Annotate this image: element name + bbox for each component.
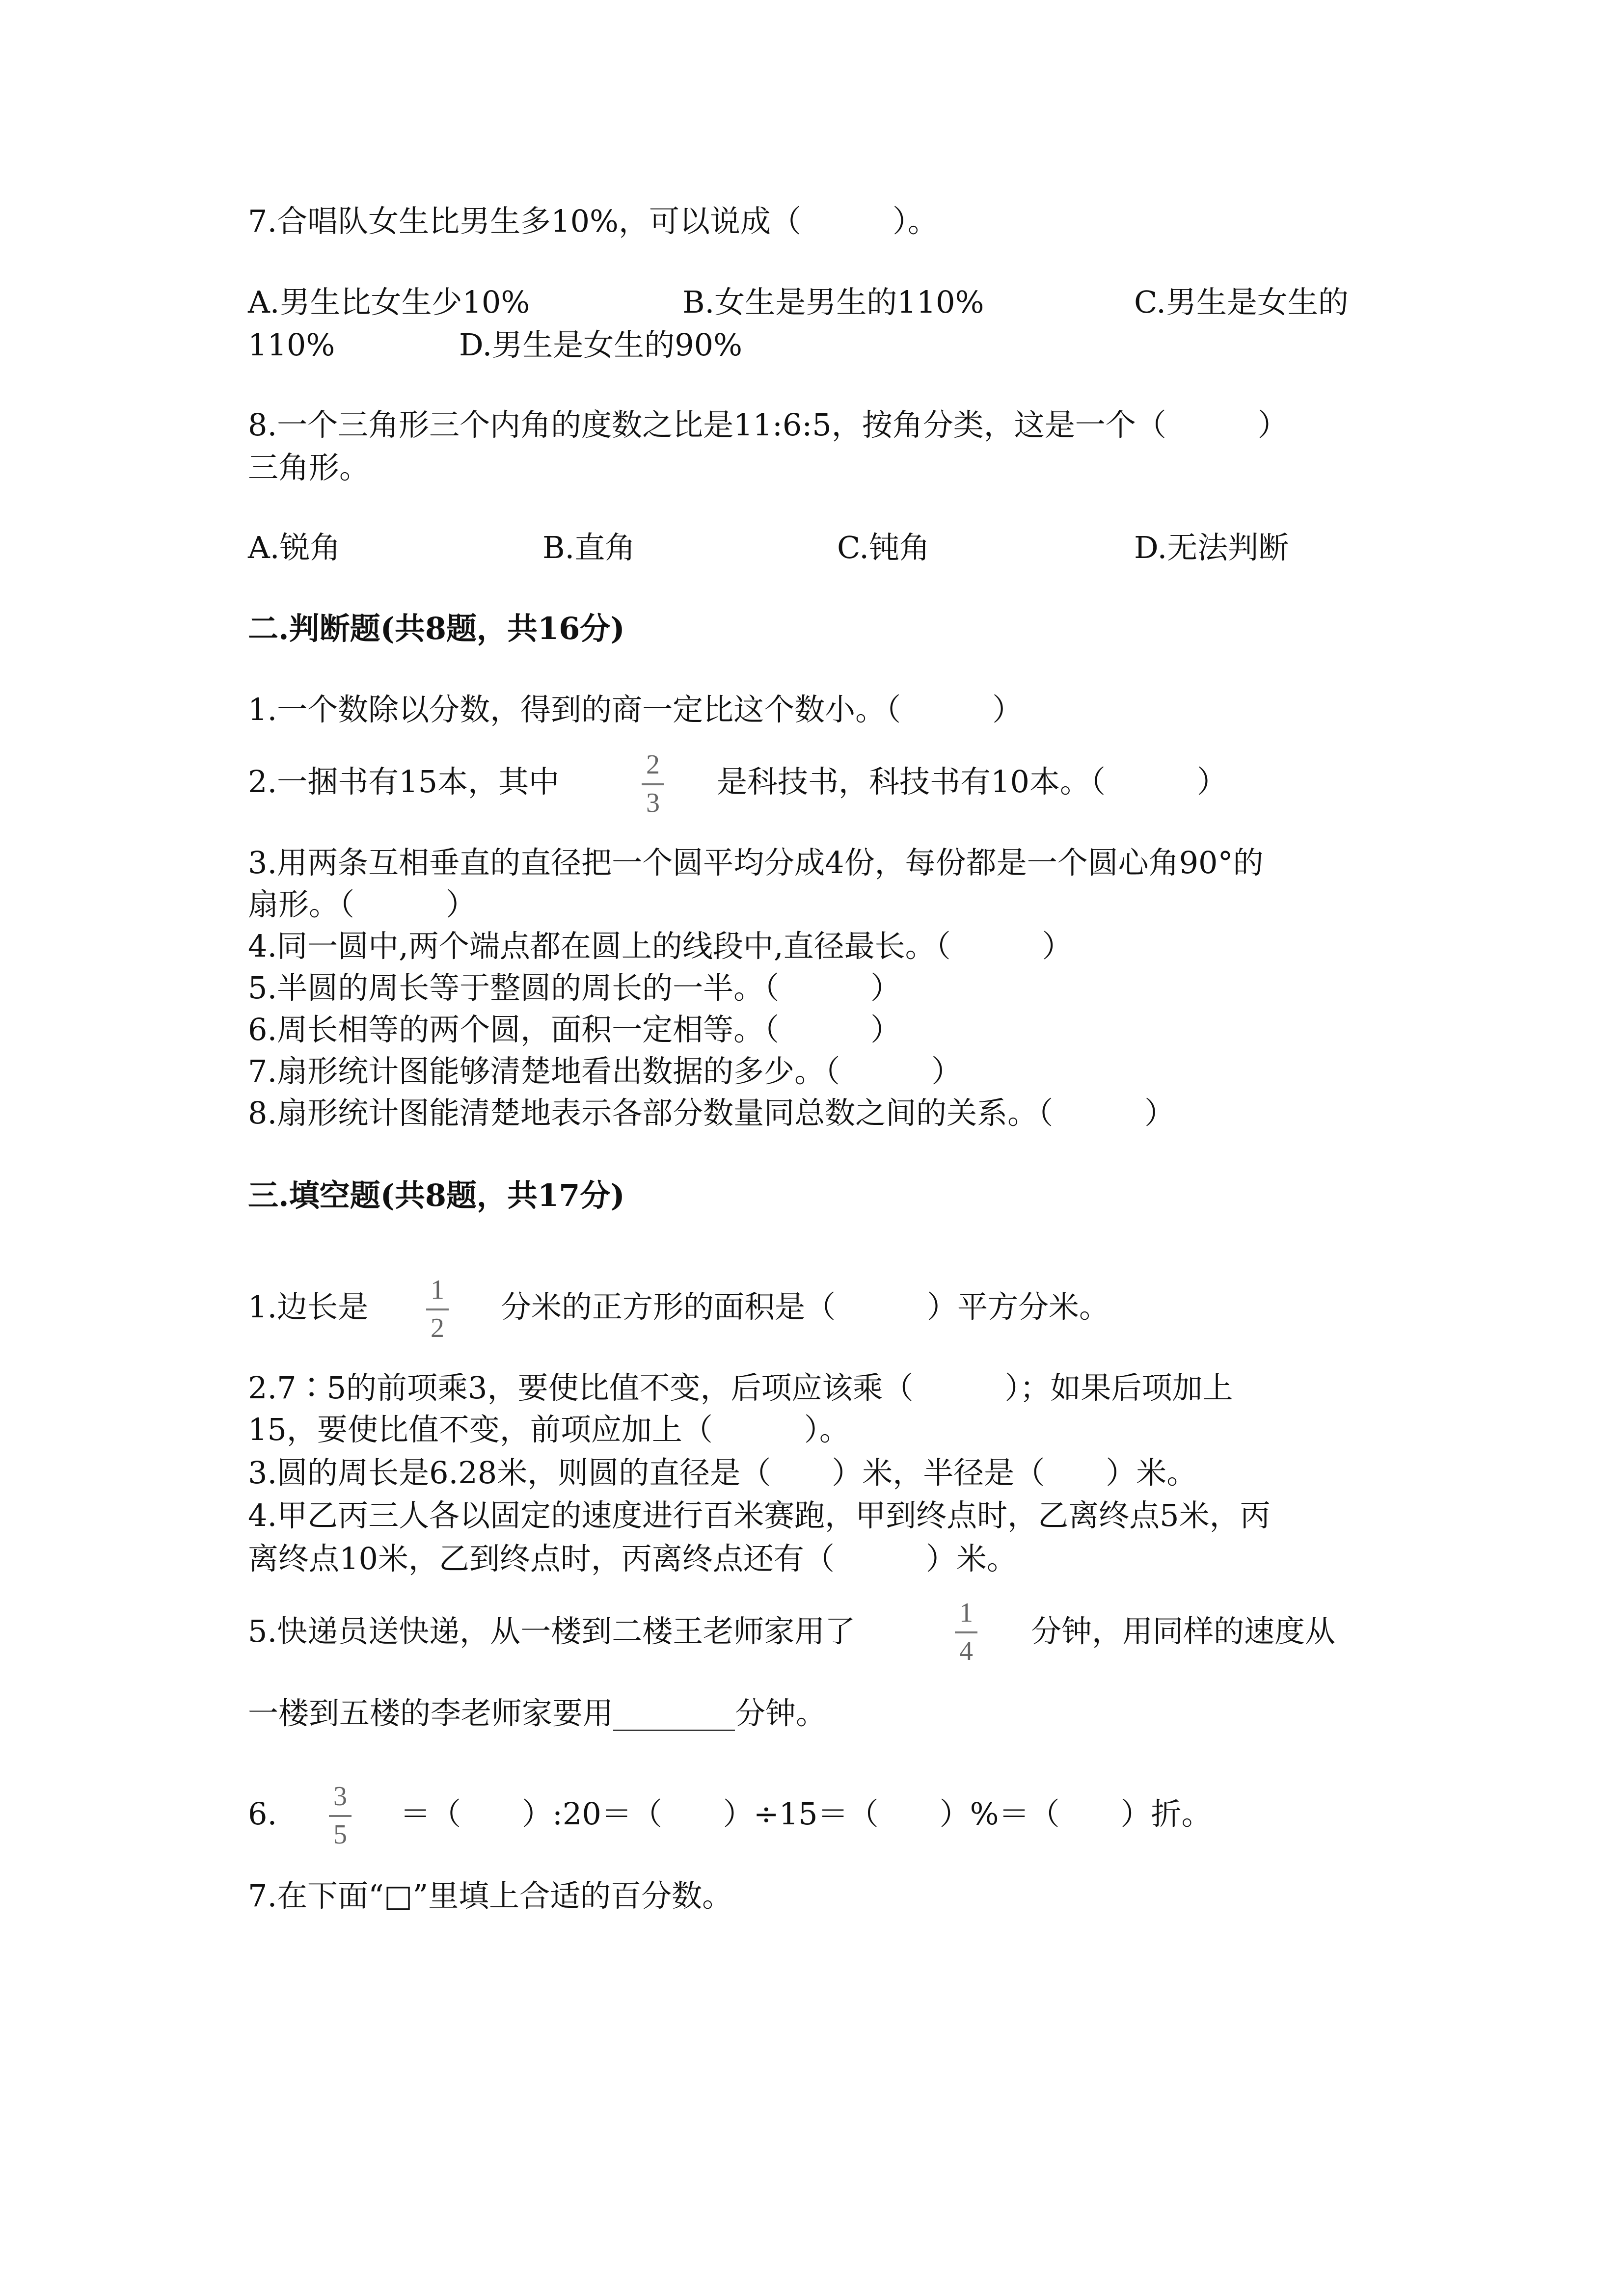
question-7-option-a: A.男生比女生少10% — [248, 284, 530, 320]
fill-item-4-line1: 4.甲乙丙三人各以固定的速度进行百米赛跑，甲到终点时，乙离终点5米，丙 — [248, 1497, 1271, 1533]
fill-item-2-line2: 15，要使比值不变，前项应加上（ ）。 — [248, 1412, 850, 1447]
question-8-stem-line2: 三角形。 — [248, 450, 370, 485]
fill-item-1-part1: 1.边长是 — [248, 1289, 369, 1325]
question-7-stem: 7.合唱队女生比男生多10%，可以说成（ ）。 — [248, 203, 938, 239]
fraction-bar — [329, 1815, 352, 1817]
fill-item-6-fraction — [329, 1783, 352, 1848]
section-3-heading: 三.填空题(共8题，共17分) — [248, 1177, 625, 1213]
question-7-option-b: B.女生是男生的110% — [682, 284, 984, 320]
judge-item-6: 6.周长相等的两个圆，面积一定相等。（ ） — [248, 1012, 901, 1047]
question-7-option-c-wrap: 110% — [248, 327, 335, 363]
fill-item-5-line2: 一楼到五楼的李老师家要用________分钟。 — [248, 1695, 827, 1731]
judge-item-8: 8.扇形统计图能清楚地表示各部分数量同总数之间的关系。（ ） — [248, 1095, 1175, 1131]
fill-item-2-line1: 2.7∶5的前项乘3，要使比值不变，后项应该乘（ ）；如果后项加上 — [248, 1370, 1233, 1406]
fraction-denominator: 3 — [646, 788, 660, 818]
question-8-stem-line1: 8.一个三角形三个内角的度数之比是11:6:5，按角分类，这是一个（ ） — [248, 407, 1288, 443]
judge-item-4: 4.同一圆中,两个端点都在圆上的线段中,直径最长。（ ） — [248, 928, 1073, 964]
judge-item-3-line1: 3.用两条互相垂直的直径把一个圆平均分成4份，每份都是一个圆心角90°的 — [248, 845, 1264, 881]
question-8-option-a: A.锐角 — [248, 530, 341, 565]
fraction-numerator: 3 — [333, 1781, 347, 1812]
fill-item-5-line1-part2: 分钟，用同样的速度从 — [1031, 1613, 1336, 1649]
judge-item-3-line2: 扇形。（ ） — [248, 886, 477, 922]
fill-item-6-equation: ＝（ ）:20＝（ ）÷15＝（ ）%＝（ ）折。 — [400, 1796, 1212, 1832]
section-2-heading: 二.判断题(共8题，共16分) — [248, 611, 625, 646]
fill-item-5-fraction — [955, 1599, 977, 1665]
fraction-bar — [955, 1631, 977, 1633]
question-8-option-d: D.无法判断 — [1134, 530, 1289, 565]
fraction-numerator: 2 — [646, 749, 660, 780]
question-8-option-c: C.钝角 — [837, 530, 930, 565]
fill-item-3: 3.圆的周长是6.28米，则圆的直径是（ ）米，半径是（ ）米。 — [248, 1455, 1197, 1491]
judge-item-5: 5.半圆的周长等于整圆的周长的一半。（ ） — [248, 970, 901, 1006]
fill-item-1-part2: 分米的正方形的面积是（ ）平方分米。 — [501, 1289, 1110, 1325]
question-8-option-b: B.直角 — [542, 530, 636, 565]
fraction-denominator: 2 — [431, 1313, 444, 1343]
fraction-numerator: 1 — [431, 1275, 444, 1305]
fraction-denominator: 4 — [959, 1636, 973, 1666]
fill-item-5-line1-part1: 5.快递员送快递，从一楼到二楼王老师家用了 — [248, 1613, 856, 1649]
judge-item-2-part1: 2.一捆书有15本，其中 — [248, 764, 560, 800]
fraction-numerator: 1 — [959, 1598, 973, 1628]
question-7-option-c: C.男生是女生的 — [1134, 284, 1349, 320]
fill-item-1-fraction — [426, 1276, 449, 1342]
fill-item-7: 7.在下面“□”里填上合适的百分数。 — [248, 1878, 733, 1914]
question-7-option-d: D.男生是女生的90% — [459, 327, 743, 363]
fill-item-6-label: 6. — [248, 1796, 277, 1832]
judge-item-2-part2: 是科技书，科技书有10本。（ ） — [717, 764, 1227, 800]
judge-item-7: 7.扇形统计图能够清楚地看出数据的多少。（ ） — [248, 1053, 962, 1089]
fraction-bar — [426, 1308, 449, 1310]
fraction-bar — [642, 783, 664, 785]
judge-item-2-fraction — [642, 751, 664, 817]
fill-item-4-line2: 离终点10米，乙到终点时，丙离终点还有（ ）米。 — [248, 1541, 1017, 1576]
fraction-denominator: 5 — [333, 1819, 347, 1850]
judge-item-1: 1.一个数除以分数，得到的商一定比这个数小。（ ） — [248, 692, 1023, 727]
